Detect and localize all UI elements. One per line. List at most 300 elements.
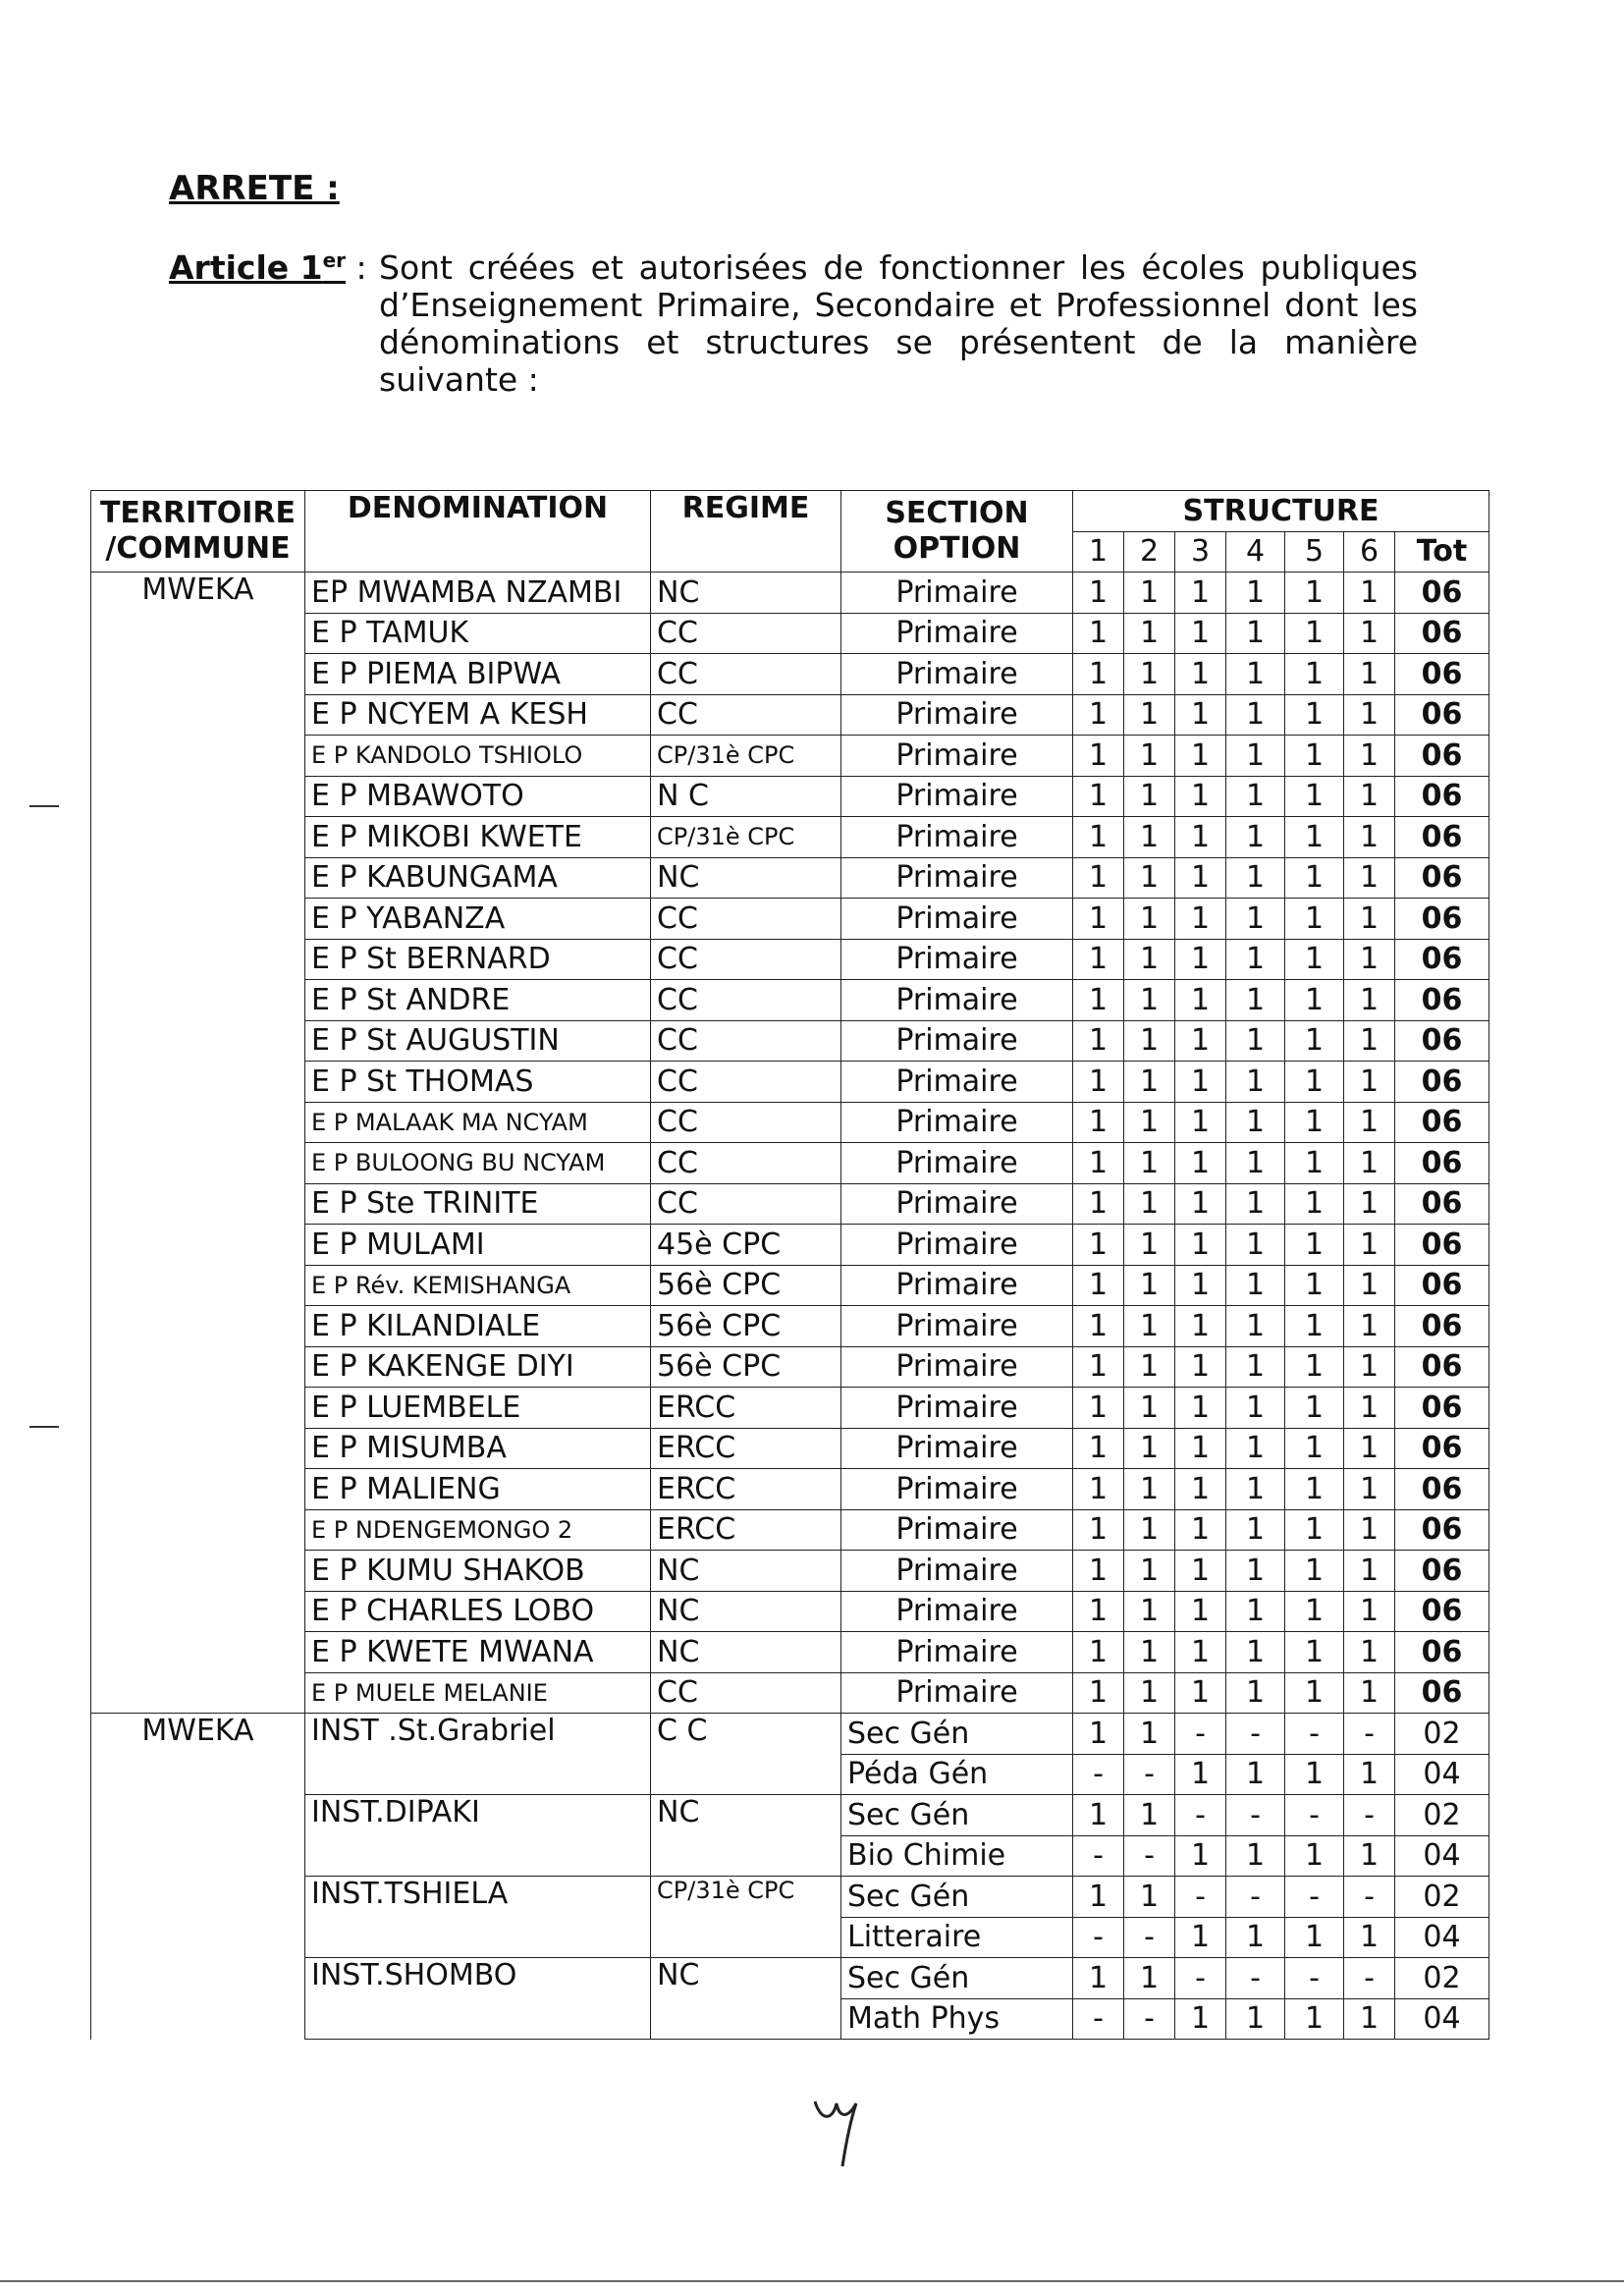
section-cell: Sec Gén [841, 1877, 1073, 1918]
total-cell: 06 [1395, 857, 1489, 899]
school-name: E P LUEMBELE [305, 1388, 651, 1429]
structure-cell: 1 [1344, 1020, 1395, 1062]
structure-cell: 1 [1124, 1102, 1175, 1143]
section-cell: Primaire [841, 1591, 1073, 1632]
structure-cell: 1 [1175, 1102, 1226, 1143]
structure-cell: - [1285, 1714, 1344, 1755]
structure-cell: 1 [1285, 939, 1344, 980]
total-cell: 06 [1395, 613, 1489, 654]
total-cell: 06 [1395, 1672, 1489, 1714]
structure-cell: 1 [1175, 613, 1226, 654]
structure-cell: 1 [1175, 1388, 1226, 1429]
structure-cell: 1 [1073, 1265, 1124, 1306]
total-cell: 06 [1395, 1551, 1489, 1592]
school-name: INST.TSHIELA [305, 1877, 651, 1958]
structure-cell: 1 [1073, 1062, 1124, 1103]
regime-cell: ERCC [651, 1388, 841, 1429]
structure-cell: 1 [1073, 654, 1124, 695]
structure-cell: 1 [1124, 776, 1175, 817]
structure-cell: 1 [1285, 899, 1344, 940]
structure-cell: 1 [1175, 1428, 1226, 1469]
structure-cell: 1 [1344, 1754, 1395, 1795]
structure-cell: 1 [1073, 1225, 1124, 1266]
structure-cell: 1 [1226, 694, 1285, 736]
header-structure: STRUCTURE [1073, 491, 1489, 532]
structure-cell: 1 [1344, 1917, 1395, 1958]
structure-cell: 1 [1344, 939, 1395, 980]
section-cell: Sec Gén [841, 1958, 1073, 1999]
structure-cell: 1 [1124, 1388, 1175, 1429]
structure-cell: 1 [1344, 1551, 1395, 1592]
header-section-option: SECTION OPTION [841, 491, 1073, 573]
section-cell: Primaire [841, 654, 1073, 695]
regime-cell: CC [651, 1672, 841, 1714]
structure-cell: 1 [1175, 654, 1226, 695]
structure-cell: 1 [1124, 1020, 1175, 1062]
structure-cell: - [1175, 1714, 1226, 1755]
regime-cell: NC [651, 573, 841, 614]
structure-cell: 1 [1226, 1143, 1285, 1184]
total-cell: 06 [1395, 1509, 1489, 1551]
structure-cell: 1 [1344, 1672, 1395, 1714]
section-cell: Primaire [841, 1265, 1073, 1306]
regime-cell: ERCC [651, 1428, 841, 1469]
structure-cell: 1 [1285, 1143, 1344, 1184]
structure-cell: 1 [1175, 1551, 1226, 1592]
total-cell: 02 [1395, 1795, 1489, 1836]
structure-cell: 1 [1226, 1225, 1285, 1266]
structure-cell: 1 [1073, 694, 1124, 736]
regime-cell: ERCC [651, 1509, 841, 1551]
structure-cell: 1 [1124, 1062, 1175, 1103]
structure-cell: 1 [1344, 1428, 1395, 1469]
structure-cell: 1 [1124, 1591, 1175, 1632]
section-cell: Primaire [841, 1020, 1073, 1062]
total-cell: 06 [1395, 939, 1489, 980]
structure-cell: 1 [1073, 899, 1124, 940]
section-cell: Bio Chimie [841, 1835, 1073, 1877]
section-cell: Sec Gén [841, 1795, 1073, 1836]
structure-cell: 1 [1073, 1388, 1124, 1429]
regime-cell: NC [651, 857, 841, 899]
structure-cell: 1 [1344, 736, 1395, 777]
section-cell: Sec Gén [841, 1714, 1073, 1755]
structure-cell: 1 [1285, 1306, 1344, 1347]
section-cell: Primaire [841, 817, 1073, 858]
structure-cell: 1 [1285, 1835, 1344, 1877]
structure-cell: 1 [1124, 1795, 1175, 1836]
structure-cell: - [1344, 1714, 1395, 1755]
total-cell: 06 [1395, 1306, 1489, 1347]
regime-cell: CC [651, 899, 841, 940]
structure-cell: 1 [1226, 736, 1285, 777]
structure-cell: 1 [1124, 1714, 1175, 1755]
total-cell: 06 [1395, 817, 1489, 858]
regime-cell: CC [651, 1062, 841, 1103]
structure-cell: 1 [1073, 817, 1124, 858]
structure-cell: 1 [1175, 1346, 1226, 1388]
structure-cell: 1 [1124, 573, 1175, 614]
total-cell: 06 [1395, 1062, 1489, 1103]
structure-cell: - [1124, 1835, 1175, 1877]
total-cell: 06 [1395, 1388, 1489, 1429]
section-cell: Primaire [841, 613, 1073, 654]
structure-cell: 1 [1073, 573, 1124, 614]
structure-cell: 1 [1175, 736, 1226, 777]
structure-cell: 1 [1175, 817, 1226, 858]
margin-mark [29, 1426, 59, 1428]
structure-cell: 1 [1285, 1998, 1344, 2040]
structure-cell: 1 [1073, 1591, 1124, 1632]
structure-cell: 1 [1073, 1672, 1124, 1714]
section-cell: Litteraire [841, 1917, 1073, 1958]
school-name: E P KILANDIALE [305, 1306, 651, 1347]
regime-cell: 56è CPC [651, 1265, 841, 1306]
section-cell: Primaire [841, 1509, 1073, 1551]
structure-cell: 1 [1175, 1143, 1226, 1184]
structure-cell: 1 [1344, 1469, 1395, 1510]
school-name: EP MWAMBA NZAMBI [305, 573, 651, 614]
structure-cell: 1 [1285, 1591, 1344, 1632]
article-colon: : [346, 248, 367, 287]
structure-cell: 1 [1073, 1714, 1124, 1755]
structure-cell: 1 [1285, 1754, 1344, 1795]
structure-cell: - [1285, 1877, 1344, 1918]
total-cell: 06 [1395, 1346, 1489, 1388]
structure-cell: 1 [1124, 1346, 1175, 1388]
structure-cell: 1 [1124, 694, 1175, 736]
section-cell: Math Phys [841, 1998, 1073, 2040]
total-cell: 02 [1395, 1958, 1489, 1999]
structure-cell: 1 [1226, 1183, 1285, 1225]
regime-cell: CC [651, 1020, 841, 1062]
structure-cell: 1 [1285, 1225, 1344, 1266]
structure-cell: 1 [1073, 1509, 1124, 1551]
regime-cell: 56è CPC [651, 1306, 841, 1347]
margin-mark [29, 805, 59, 807]
structure-cell: - [1344, 1877, 1395, 1918]
structure-cell: - [1073, 1754, 1124, 1795]
structure-cell: 1 [1285, 1428, 1344, 1469]
structure-cell: 1 [1285, 1672, 1344, 1714]
section-cell: Primaire [841, 1306, 1073, 1347]
section-cell: Primaire [841, 1143, 1073, 1184]
page-bottom-rule [0, 2280, 1624, 2282]
school-name: E P PIEMA BIPWA [305, 654, 651, 695]
total-cell: 06 [1395, 1469, 1489, 1510]
section-cell: Primaire [841, 694, 1073, 736]
article-text: Sont créées et autorisées de fonctionner les écoles publiques d’Enseignement Primaire, Secondaire et Professionnel dont les dénominations et structures se présentent de la manière suivante : [379, 248, 1418, 399]
structure-cell: 1 [1124, 899, 1175, 940]
section-cell: Primaire [841, 1102, 1073, 1143]
structure-cell: 1 [1344, 613, 1395, 654]
section-cell: Primaire [841, 1388, 1073, 1429]
section-cell: Primaire [841, 1632, 1073, 1673]
section-cell: Primaire [841, 939, 1073, 980]
territory-cell: MWEKA [91, 1714, 305, 2040]
structure-cell: 1 [1124, 980, 1175, 1021]
territory-cell: MWEKA [91, 573, 305, 1714]
structure-cell: 1 [1226, 1265, 1285, 1306]
structure-cell: 1 [1226, 776, 1285, 817]
structure-cell: - [1073, 1835, 1124, 1877]
structure-cell: 1 [1226, 1998, 1285, 2040]
structure-cell: 1 [1226, 980, 1285, 1021]
table-row [91, 1714, 1489, 1755]
structure-cell: - [1175, 1877, 1226, 1918]
structure-cell: 1 [1226, 1469, 1285, 1510]
structure-cell: 1 [1073, 857, 1124, 899]
regime-cell: CP/31è CPC [651, 1877, 841, 1958]
structure-cell: 1 [1175, 1591, 1226, 1632]
school-name: E P MIKOBI KWETE [305, 817, 651, 858]
structure-cell: 1 [1226, 857, 1285, 899]
structure-cell: 1 [1344, 1388, 1395, 1429]
structure-cell: - [1226, 1714, 1285, 1755]
total-cell: 06 [1395, 776, 1489, 817]
regime-cell: 56è CPC [651, 1346, 841, 1388]
structure-cell: 1 [1285, 1183, 1344, 1225]
structure-cell: 1 [1073, 1428, 1124, 1469]
school-name: E P TAMUK [305, 613, 651, 654]
section-cell: Primaire [841, 980, 1073, 1021]
section-cell: Primaire [841, 899, 1073, 940]
structure-cell: 1 [1226, 939, 1285, 980]
regime-cell: C C [651, 1714, 841, 1795]
header-col-tot: Tot [1395, 531, 1489, 573]
article-1 [169, 242, 1418, 399]
structure-cell: 1 [1073, 1183, 1124, 1225]
structure-cell: 1 [1285, 1509, 1344, 1551]
school-name: E P NCYEM A KESH [305, 694, 651, 736]
section-cell: Primaire [841, 1428, 1073, 1469]
school-name: E P KABUNGAMA [305, 857, 651, 899]
schools-table [90, 490, 1489, 2040]
structure-cell: 1 [1175, 1306, 1226, 1347]
structure-cell: 1 [1344, 1062, 1395, 1103]
structure-cell: 1 [1344, 1143, 1395, 1184]
regime-cell: CP/31è CPC [651, 817, 841, 858]
structure-cell: 1 [1124, 817, 1175, 858]
structure-cell: 1 [1175, 1509, 1226, 1551]
school-name: E P MALIENG [305, 1469, 651, 1510]
total-cell: 06 [1395, 1143, 1489, 1184]
structure-cell: - [1073, 1998, 1124, 2040]
structure-cell: 1 [1124, 939, 1175, 980]
structure-cell: 1 [1226, 573, 1285, 614]
header-col-1: 1 [1073, 531, 1124, 573]
structure-cell: 1 [1285, 1062, 1344, 1103]
structure-cell: 1 [1124, 1551, 1175, 1592]
section-cell: Primaire [841, 736, 1073, 777]
structure-cell: - [1226, 1877, 1285, 1918]
structure-cell: 1 [1175, 1754, 1226, 1795]
structure-cell: 1 [1124, 1469, 1175, 1510]
structure-cell: 1 [1344, 654, 1395, 695]
section-cell: Primaire [841, 1183, 1073, 1225]
school-name: E P St BERNARD [305, 939, 651, 980]
school-name: E P KUMU SHAKOB [305, 1551, 651, 1592]
structure-cell: - [1226, 1958, 1285, 1999]
structure-cell: 1 [1073, 1795, 1124, 1836]
regime-cell: NC [651, 1632, 841, 1673]
structure-cell: 1 [1226, 1020, 1285, 1062]
section-cell: Primaire [841, 1225, 1073, 1266]
school-name: E P YABANZA [305, 899, 651, 940]
structure-cell: 1 [1175, 1917, 1226, 1958]
header-regime: REGIME [651, 491, 841, 573]
structure-cell: 1 [1285, 1388, 1344, 1429]
structure-cell: 1 [1344, 1346, 1395, 1388]
structure-cell: 1 [1124, 1672, 1175, 1714]
structure-cell: 1 [1285, 1020, 1344, 1062]
structure-cell: 1 [1175, 1225, 1226, 1266]
structure-cell: 1 [1344, 1591, 1395, 1632]
school-name: E P St THOMAS [305, 1062, 651, 1103]
school-name: E P KWETE MWANA [305, 1632, 651, 1673]
structure-cell: 1 [1285, 1265, 1344, 1306]
school-name: E P CHARLES LOBO [305, 1591, 651, 1632]
structure-cell: 1 [1226, 1388, 1285, 1429]
structure-cell: 1 [1344, 1265, 1395, 1306]
structure-cell: 1 [1175, 1632, 1226, 1673]
structure-cell: 1 [1344, 1225, 1395, 1266]
school-name: E P KAKENGE DIYI [305, 1346, 651, 1388]
structure-cell: 1 [1124, 1428, 1175, 1469]
total-cell: 04 [1395, 1754, 1489, 1795]
structure-cell: 1 [1124, 736, 1175, 777]
structure-cell: 1 [1124, 1306, 1175, 1347]
school-name: E P St AUGUSTIN [305, 1020, 651, 1062]
school-name: E P KANDOLO TSHIOLO [305, 736, 651, 777]
regime-cell: ERCC [651, 1469, 841, 1510]
structure-cell: - [1285, 1795, 1344, 1836]
structure-cell: 1 [1175, 939, 1226, 980]
total-cell: 06 [1395, 1265, 1489, 1306]
school-name: INST .St.Grabriel [305, 1714, 651, 1795]
structure-cell: - [1073, 1917, 1124, 1958]
structure-cell: 1 [1073, 1102, 1124, 1143]
structure-cell: 1 [1226, 1835, 1285, 1877]
structure-cell: 1 [1344, 1632, 1395, 1673]
regime-cell: 45è CPC [651, 1225, 841, 1266]
total-cell: 06 [1395, 1183, 1489, 1225]
structure-cell: 1 [1285, 1469, 1344, 1510]
structure-cell: 1 [1344, 1998, 1395, 2040]
structure-cell: 1 [1073, 1306, 1124, 1347]
structure-cell: 1 [1124, 613, 1175, 654]
total-cell: 02 [1395, 1877, 1489, 1918]
structure-cell: 1 [1073, 1020, 1124, 1062]
structure-cell: 1 [1124, 654, 1175, 695]
structure-cell: - [1175, 1795, 1226, 1836]
header-denomination: DENOMINATION [305, 491, 651, 573]
structure-cell: 1 [1175, 1062, 1226, 1103]
structure-cell: 1 [1285, 1346, 1344, 1388]
school-name: E P BULOONG BU NCYAM [305, 1143, 651, 1184]
total-cell: 06 [1395, 980, 1489, 1021]
section-cell: Primaire [841, 857, 1073, 899]
header-col-4: 4 [1226, 531, 1285, 573]
structure-cell: 1 [1344, 980, 1395, 1021]
section-cell: Primaire [841, 1551, 1073, 1592]
structure-cell: 1 [1073, 1958, 1124, 1999]
section-cell: Primaire [841, 1346, 1073, 1388]
structure-cell: - [1175, 1958, 1226, 1999]
total-cell: 04 [1395, 1998, 1489, 2040]
structure-cell: 1 [1344, 776, 1395, 817]
structure-cell: 1 [1073, 1632, 1124, 1673]
structure-cell: 1 [1175, 1265, 1226, 1306]
total-cell: 06 [1395, 1225, 1489, 1266]
structure-cell: 1 [1226, 899, 1285, 940]
section-cell: Primaire [841, 1062, 1073, 1103]
structure-cell: 1 [1073, 939, 1124, 980]
regime-cell: CC [651, 1102, 841, 1143]
structure-cell: 1 [1285, 980, 1344, 1021]
structure-cell: 1 [1175, 573, 1226, 614]
structure-cell: 1 [1344, 573, 1395, 614]
school-name: E P MUELE MELANIE [305, 1672, 651, 1714]
structure-cell: 1 [1124, 1225, 1175, 1266]
structure-cell: 1 [1226, 1102, 1285, 1143]
structure-cell: 1 [1226, 1306, 1285, 1347]
structure-cell: 1 [1175, 980, 1226, 1021]
structure-cell: 1 [1073, 980, 1124, 1021]
structure-cell: 1 [1344, 817, 1395, 858]
structure-cell: 1 [1344, 694, 1395, 736]
structure-cell: 1 [1226, 654, 1285, 695]
total-cell: 06 [1395, 654, 1489, 695]
school-name: E P MALAAK MA NCYAM [305, 1102, 651, 1143]
structure-cell: 1 [1175, 1835, 1226, 1877]
school-name: E P MULAMI [305, 1225, 651, 1266]
total-cell: 06 [1395, 694, 1489, 736]
total-cell: 06 [1395, 1632, 1489, 1673]
school-name: E P NDENGEMONGO 2 [305, 1509, 651, 1551]
structure-cell: 1 [1226, 1591, 1285, 1632]
school-name: E P St ANDRE [305, 980, 651, 1021]
structure-cell: - [1344, 1795, 1395, 1836]
total-cell: 04 [1395, 1835, 1489, 1877]
total-cell: 02 [1395, 1714, 1489, 1755]
structure-cell: 1 [1285, 1102, 1344, 1143]
signature [807, 2082, 866, 2170]
school-name: E P Ste TRINITE [305, 1183, 651, 1225]
structure-cell: 1 [1073, 1877, 1124, 1918]
structure-cell: 1 [1226, 613, 1285, 654]
structure-cell: 1 [1226, 1917, 1285, 1958]
header-col-3: 3 [1175, 531, 1226, 573]
structure-cell: 1 [1226, 1062, 1285, 1103]
regime-cell: CC [651, 654, 841, 695]
structure-cell: 1 [1175, 1672, 1226, 1714]
structure-cell: 1 [1073, 613, 1124, 654]
regime-cell: CC [651, 613, 841, 654]
structure-cell: 1 [1285, 573, 1344, 614]
structure-cell: 1 [1285, 694, 1344, 736]
total-cell: 06 [1395, 1020, 1489, 1062]
total-cell: 06 [1395, 736, 1489, 777]
structure-cell: 1 [1073, 1551, 1124, 1592]
structure-cell: 1 [1124, 1632, 1175, 1673]
structure-cell: 1 [1226, 1346, 1285, 1388]
structure-cell: - [1285, 1958, 1344, 1999]
regime-cell: NC [651, 1795, 841, 1877]
school-name: INST.SHOMBO [305, 1958, 651, 2040]
section-cell: Péda Gén [841, 1754, 1073, 1795]
total-cell: 06 [1395, 573, 1489, 614]
